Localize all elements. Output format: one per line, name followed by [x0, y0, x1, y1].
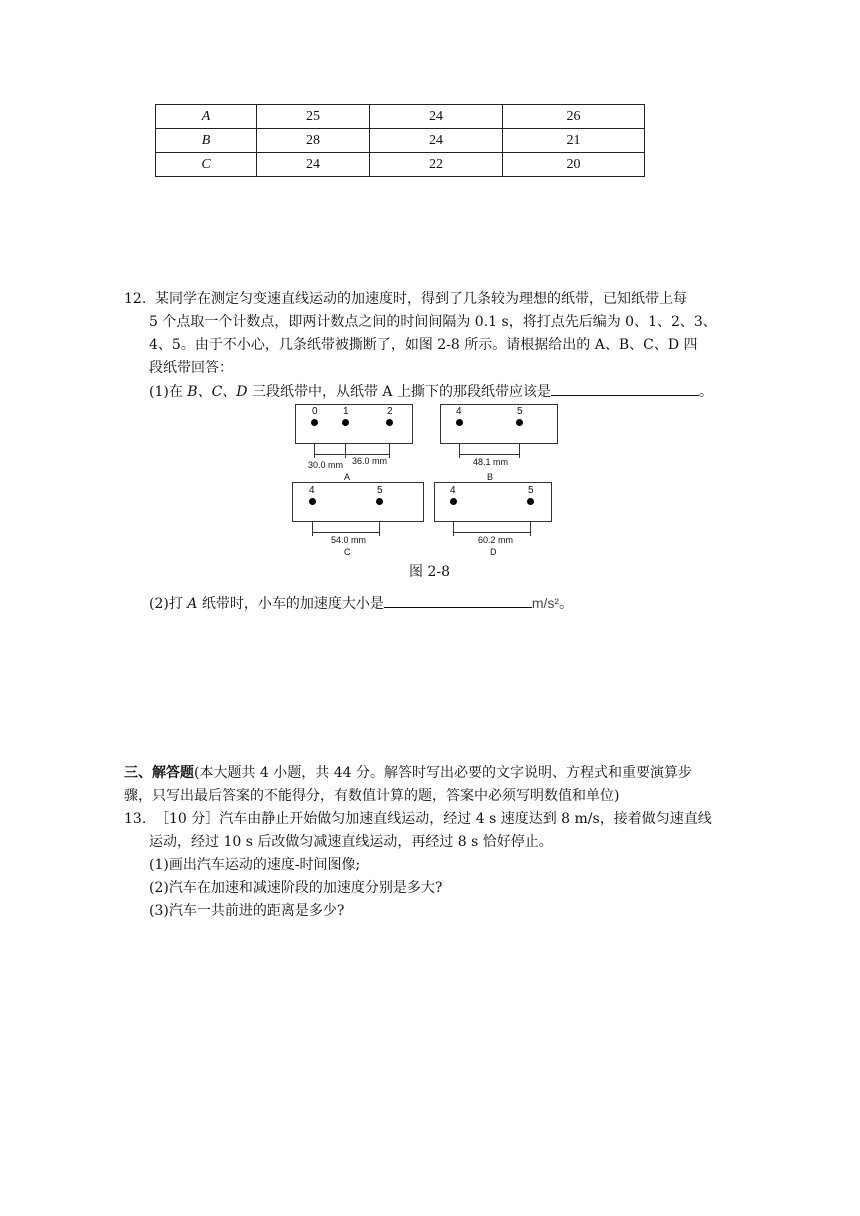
distance-label: 48.1 mm [473, 457, 509, 467]
cell: 24 [370, 129, 503, 153]
answer-blank-2[interactable] [384, 592, 532, 608]
dimension-tick [389, 444, 390, 458]
section-3-line-2: 骤，只写出最后答案的不能得分，有数值计算的题，答案中必须写明数值和单位) [124, 788, 620, 804]
question-12-line-3: 4、5。由于不小心，几条纸带被撕断了，如图 2-8 所示。请根据给出的 A、B、C、D 四 [149, 337, 698, 353]
point-label: 4 [456, 406, 462, 417]
question-12-line-1: 某同学在测定匀变速直线运动的加速度时，得到了几条较为理想的纸带，已知纸带上每 [155, 291, 687, 307]
tape-label: C [344, 547, 351, 557]
dimension-line [314, 454, 345, 455]
dimension-tick [379, 522, 380, 536]
tape-dot [516, 419, 523, 426]
sub-1-letters: B、C、D [187, 384, 248, 400]
sub-1-end: 。 [698, 384, 713, 400]
tape-label: A [344, 472, 351, 482]
point-label: 4 [450, 485, 456, 496]
data-table [155, 104, 645, 177]
unit-label: m/s² [531, 595, 560, 611]
question-12-line-2: 5 个点取一个计数点，即两计数点之间的时间间隔为 0.1 s，将打点先后编为 0、1、2、3、 [149, 314, 717, 330]
sub-2-text: 纸带时，小车的加速度大小是 [197, 596, 384, 612]
cell: 24 [370, 105, 503, 129]
tape-dot [527, 498, 534, 505]
cell: 24 [257, 153, 370, 177]
table-row [156, 129, 645, 153]
row-label: C [156, 153, 257, 177]
tape-dot [376, 498, 383, 505]
tape-label: B [487, 472, 494, 482]
answer-blank-1[interactable] [551, 380, 699, 396]
section-3-line-1 [124, 762, 692, 785]
distance-label: 60.2 mm [478, 535, 514, 545]
tape-dot [311, 419, 318, 426]
point-label: 5 [517, 406, 523, 417]
distance-label: 54.0 mm [331, 535, 367, 545]
question-12-sub-2 [149, 592, 573, 616]
row-label: B [156, 129, 257, 153]
tape-dot [342, 419, 349, 426]
row-label: A [156, 105, 257, 129]
tape-dot [309, 498, 316, 505]
question-12-number: 12. [124, 291, 147, 307]
cell: 26 [503, 105, 645, 129]
point-label: 5 [528, 485, 534, 496]
point-label: 0 [312, 406, 318, 417]
question-13-number: 13. [124, 811, 147, 827]
question-13-sub-3: (3)汽车一共前进的距离是多少? [149, 903, 345, 919]
sub-1-text: 三段纸带中，从纸带 A 上撕下的那段纸带应该是 [247, 384, 551, 400]
point-label: 2 [387, 406, 393, 417]
cell: 20 [503, 153, 645, 177]
question-13-line-1: ［10 分］汽车由静止开始做匀加速直线运动，经过 4 s 速度达到 8 m/s，接着做匀速直线 [155, 811, 712, 827]
dimension-tick [314, 444, 315, 458]
section-title: 三、解答题 [124, 765, 194, 781]
cell: 25 [257, 105, 370, 129]
sub-2-letter: A [187, 596, 198, 612]
dimension-tick [312, 522, 313, 536]
dimension-tick [530, 522, 531, 536]
sub-1-prefix: (1)在 [149, 384, 188, 400]
cell: 21 [503, 129, 645, 153]
dimension-line [345, 454, 389, 455]
dimension-line [453, 532, 530, 533]
sub-2-prefix: (2)打 [149, 596, 188, 612]
question-12-sub-1 [149, 380, 713, 404]
dimension-tick [459, 444, 460, 458]
dimension-tick [453, 522, 454, 536]
tape-dot [386, 419, 393, 426]
cell: 28 [257, 129, 370, 153]
distance-label: 36.0 mm [352, 456, 388, 466]
section-desc-1: (本大题共 4 小题，共 44 分。解答时写出必要的文字说明、方程式和重要演算步 [194, 765, 692, 781]
tape-dot [456, 419, 463, 426]
dimension-tick [345, 444, 346, 458]
dimension-tick [519, 444, 520, 458]
figure-caption: 图 2-8 [409, 564, 450, 580]
tape-label: D [490, 547, 497, 557]
point-label: 1 [343, 406, 349, 417]
table-row [156, 105, 645, 129]
question-13-sub-1: (1)画出汽车运动的速度-时间图像; [149, 857, 361, 873]
cell: 22 [370, 153, 503, 177]
question-12-line-4: 段纸带回答： [149, 360, 233, 376]
point-label: 5 [377, 485, 383, 496]
dimension-line [312, 532, 379, 533]
question-13-line-2: 运动，经过 10 s 后改做匀减速直线运动，再经过 8 s 恰好停止。 [149, 834, 553, 850]
dimension-line [459, 454, 519, 455]
table-row [156, 153, 645, 177]
point-label: 4 [309, 485, 315, 496]
sub-2-end: 。 [559, 596, 574, 612]
question-13-sub-2: (2)汽车在加速和减速阶段的加速度分别是多大? [149, 880, 443, 896]
distance-label: 30.0 mm [308, 460, 344, 470]
tape-dot [450, 498, 457, 505]
figure-2-8 [280, 404, 580, 557]
